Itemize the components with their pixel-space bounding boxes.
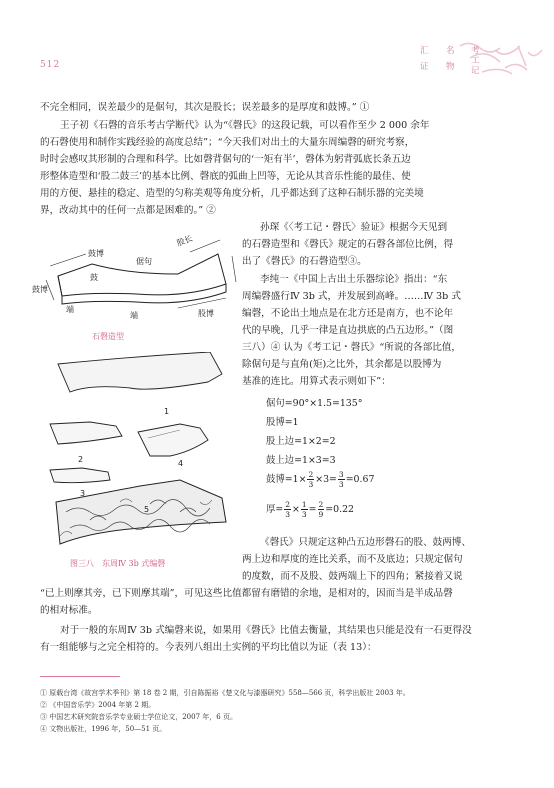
label-gu-upper: 股长 bbox=[175, 234, 194, 248]
footnote: ① 原载台湾《故宫学术季刊》第 18 卷 2 期，引自陈振裕《楚文化与漆器研究》558—566 页，科学出版社 2003 年。 bbox=[40, 689, 410, 697]
header-char-1: 汇 bbox=[420, 46, 429, 56]
formula-line: 股博=1 bbox=[266, 417, 299, 428]
paragraph-line: 三八）④ 认为《考工记・磬氏》“所说的各部比值， bbox=[242, 342, 462, 353]
paragraph-line: 的石磬造型和《磬氏》规定的石磬各部位比例，得 bbox=[242, 239, 454, 250]
formula-line: 倨句=90°×1.5=135° bbox=[266, 398, 363, 409]
page-number: 512 bbox=[40, 60, 61, 70]
paragraph-line: 的石磬使用和制作实践经验的高度总结”；“今天我们对出土的大量东周编磬的研究考察， bbox=[40, 137, 415, 148]
label-gubo2: 股博 bbox=[198, 309, 214, 318]
footnote-divider bbox=[40, 676, 120, 677]
figure-number-4: 4 bbox=[178, 459, 184, 468]
figure-number-5: 5 bbox=[144, 505, 150, 514]
paragraph-line: 李纯一《中国上古出土乐器综论》指出：“东 bbox=[260, 274, 448, 285]
paragraph-line: 基准的连比。用算式表示则如下”： bbox=[242, 376, 391, 387]
paragraph-line: 编磬，不论出土地点是在北方还是南方，也不论年 bbox=[242, 308, 454, 319]
chime-shape-figure bbox=[28, 234, 240, 330]
paragraph-line: 出了《磬氏》的石磬造型③。 bbox=[242, 256, 367, 267]
paragraph-line: 除倨句是与直角(矩)之比外，其余都是以股博为 bbox=[242, 359, 442, 370]
footnote: ④ 文物出版社，1996 年，50—51 页。 bbox=[40, 725, 167, 733]
paragraph-line: 的相对标准。 bbox=[40, 605, 98, 616]
paragraph-line: 《磬氏》只规定这种凸五边形磬石的股、鼓两博、 bbox=[260, 537, 472, 548]
footnote: ② 《中国音乐学》2004 年第 2 期。 bbox=[40, 701, 156, 709]
footnote: ③ 中国艺术研究院音乐学专业硕士学位论文，2007 年，6 页。 bbox=[40, 713, 237, 721]
figure-caption-chime-shape: 石磬造型 bbox=[92, 332, 124, 341]
chime-drawings-figure bbox=[30, 352, 242, 548]
label-duan-bottom: 端 bbox=[130, 311, 138, 320]
paragraph-line: 用的方便、悬挂的稳定、造型的匀称美观等角度分析，几乎都达到了这种石制乐器的完美境 bbox=[40, 188, 424, 199]
header-char-5: 物 bbox=[446, 62, 455, 72]
paragraph-line: 王子初《石磬的音乐考古学断代》认为“《磬氏》的这段记载，可以看作至少 2 000 余年 bbox=[60, 120, 430, 131]
label-duan-left: 端 bbox=[66, 305, 74, 314]
paragraph-line: 孙琛《〈考工记・磬氏〉验证》根据今天见到 bbox=[260, 222, 448, 233]
label-heju: 倨句 bbox=[136, 257, 152, 266]
paragraph-line: 周编磬盛行Ⅳ 3b 式，并发展到高峰。……Ⅳ 3b 式 bbox=[242, 291, 461, 302]
paragraph-line: 形整体造型和‘股二鼓三’的基本比例、磬底的弧曲上凹等，无论从其音乐性能的最佳、使 bbox=[40, 171, 411, 182]
figure-number-1: 1 bbox=[164, 407, 170, 416]
figure-number-2: 2 bbox=[78, 455, 84, 464]
paragraph-line: “已上则摩其旁，已下则摩其端”，可见这些比值都留有磨错的余地，是相对的，因而当是半成品磬 bbox=[40, 588, 453, 599]
header-char-6: 工 bbox=[471, 56, 480, 66]
label-gu: 鼓 bbox=[90, 273, 98, 282]
paragraph-line: 有一组能够与之完全相符的。今表列八组出土实例的平均比值以为证（表 13）： bbox=[40, 642, 377, 653]
figure-number-3: 3 bbox=[80, 489, 86, 498]
header-char-2: 名 bbox=[446, 46, 455, 56]
paragraph-line: 时时会感叹其形制的合理和科学。比如磬背倨句的‘一矩有半’，磬体为躬背弧底长条五边 bbox=[40, 154, 411, 165]
header-char-7: 记 bbox=[471, 66, 480, 76]
paragraph-line: 代的早晚，几乎一律是直边拱底的凸五边形。”（图 bbox=[242, 325, 454, 336]
header-char-3: 考 bbox=[471, 46, 480, 56]
formula-line: 鼓上边=1×3=3 bbox=[266, 455, 336, 466]
paragraph-line: 两上边和厚度的连比关系，而不及底边；只规定倨句 bbox=[242, 554, 463, 565]
label-gubo-left: 鼓博 bbox=[32, 285, 48, 294]
formula-gubo: 鼓博=1× $\frac{2}{3}$ ×3= $\frac{3}{3}$ =0.67 bbox=[266, 470, 375, 489]
paragraph-line: 的度数，而不及股、鼓两端上下的四角；紧接着又说 bbox=[242, 571, 463, 582]
label-gubo: 鼓博 bbox=[88, 249, 104, 258]
formula-line: 股上边=1×2=2 bbox=[266, 436, 336, 447]
figure-caption-chimes: 图三八 东周Ⅳ 3b 式编磬 bbox=[70, 559, 166, 568]
header-char-4: 证 bbox=[420, 62, 429, 72]
formula-hou: 厚= $\frac{2}{3}$ × $\frac{1}{3}$ = $\frac{2}{9}$ =0.22 bbox=[266, 500, 355, 519]
paragraph-line: 不完全相同，误差最少的是倨句，其次是股长；误差最多的是厚度和鼓博。” ① bbox=[40, 102, 370, 113]
paragraph-line: 对于一般的东周Ⅳ 3b 式编磬来说，如果用《磬氏》比值去衡量，其结果也只能是没有一石更得没 bbox=[60, 625, 472, 636]
paragraph-line: 界，改动其中的任何一点都是困难的。” ② bbox=[40, 205, 216, 216]
